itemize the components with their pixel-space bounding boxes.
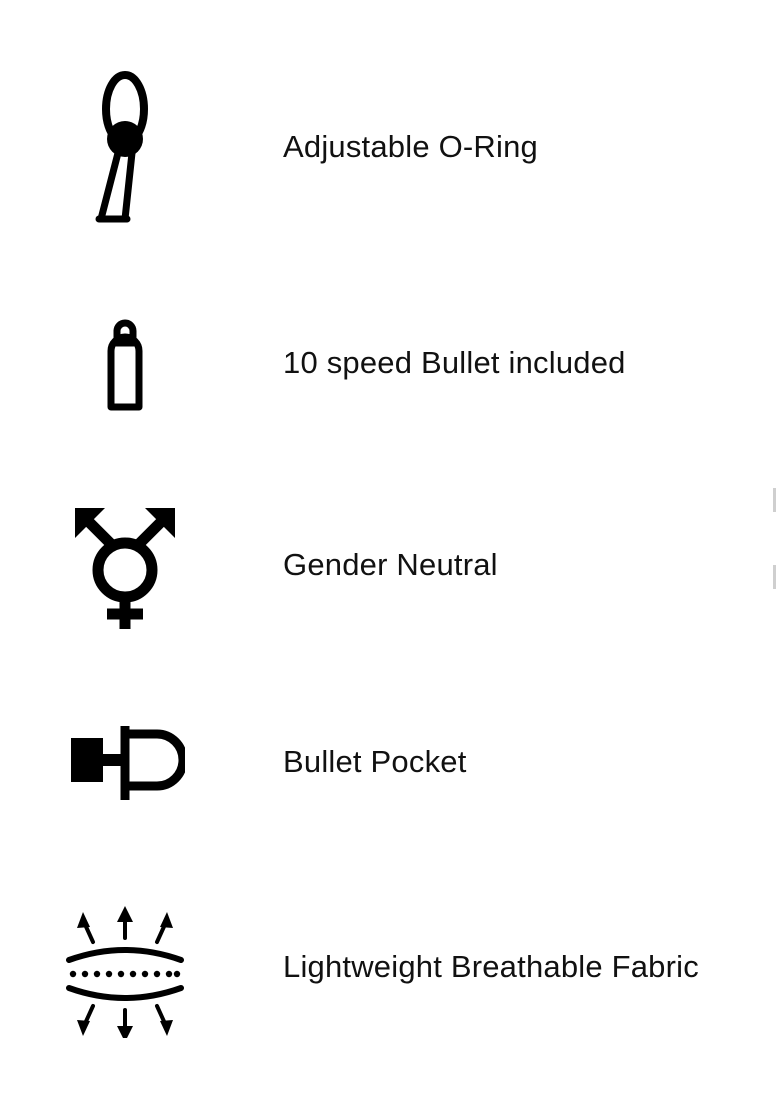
o-ring-strap-icon: [85, 67, 165, 227]
list-item-label: Lightweight Breathable Fabric: [283, 949, 699, 985]
list-item: [0, 680, 776, 845]
list-item: [0, 62, 776, 232]
icon-cell: [0, 898, 250, 1038]
gender-neutral-transgender-symbol-icon: [65, 498, 185, 633]
list-item-label: 10 speed Bullet included: [283, 344, 626, 380]
list-item-label: Gender Neutral: [283, 546, 498, 582]
list-item-label: Adjustable O-Ring: [283, 128, 538, 164]
list-item: [0, 880, 776, 1055]
breathable-fabric-airflow-icon: [55, 898, 195, 1038]
icon-cell: [0, 498, 250, 633]
icon-cell: [0, 67, 250, 227]
list-item: [0, 480, 776, 650]
list-item-label: Bullet Pocket: [283, 744, 467, 780]
list-item: [0, 278, 776, 448]
icon-cell: [0, 718, 250, 808]
icon-cell: [0, 303, 250, 423]
bullet-vibrator-icon: [85, 303, 165, 423]
bullet-pocket-icon: [65, 718, 185, 808]
